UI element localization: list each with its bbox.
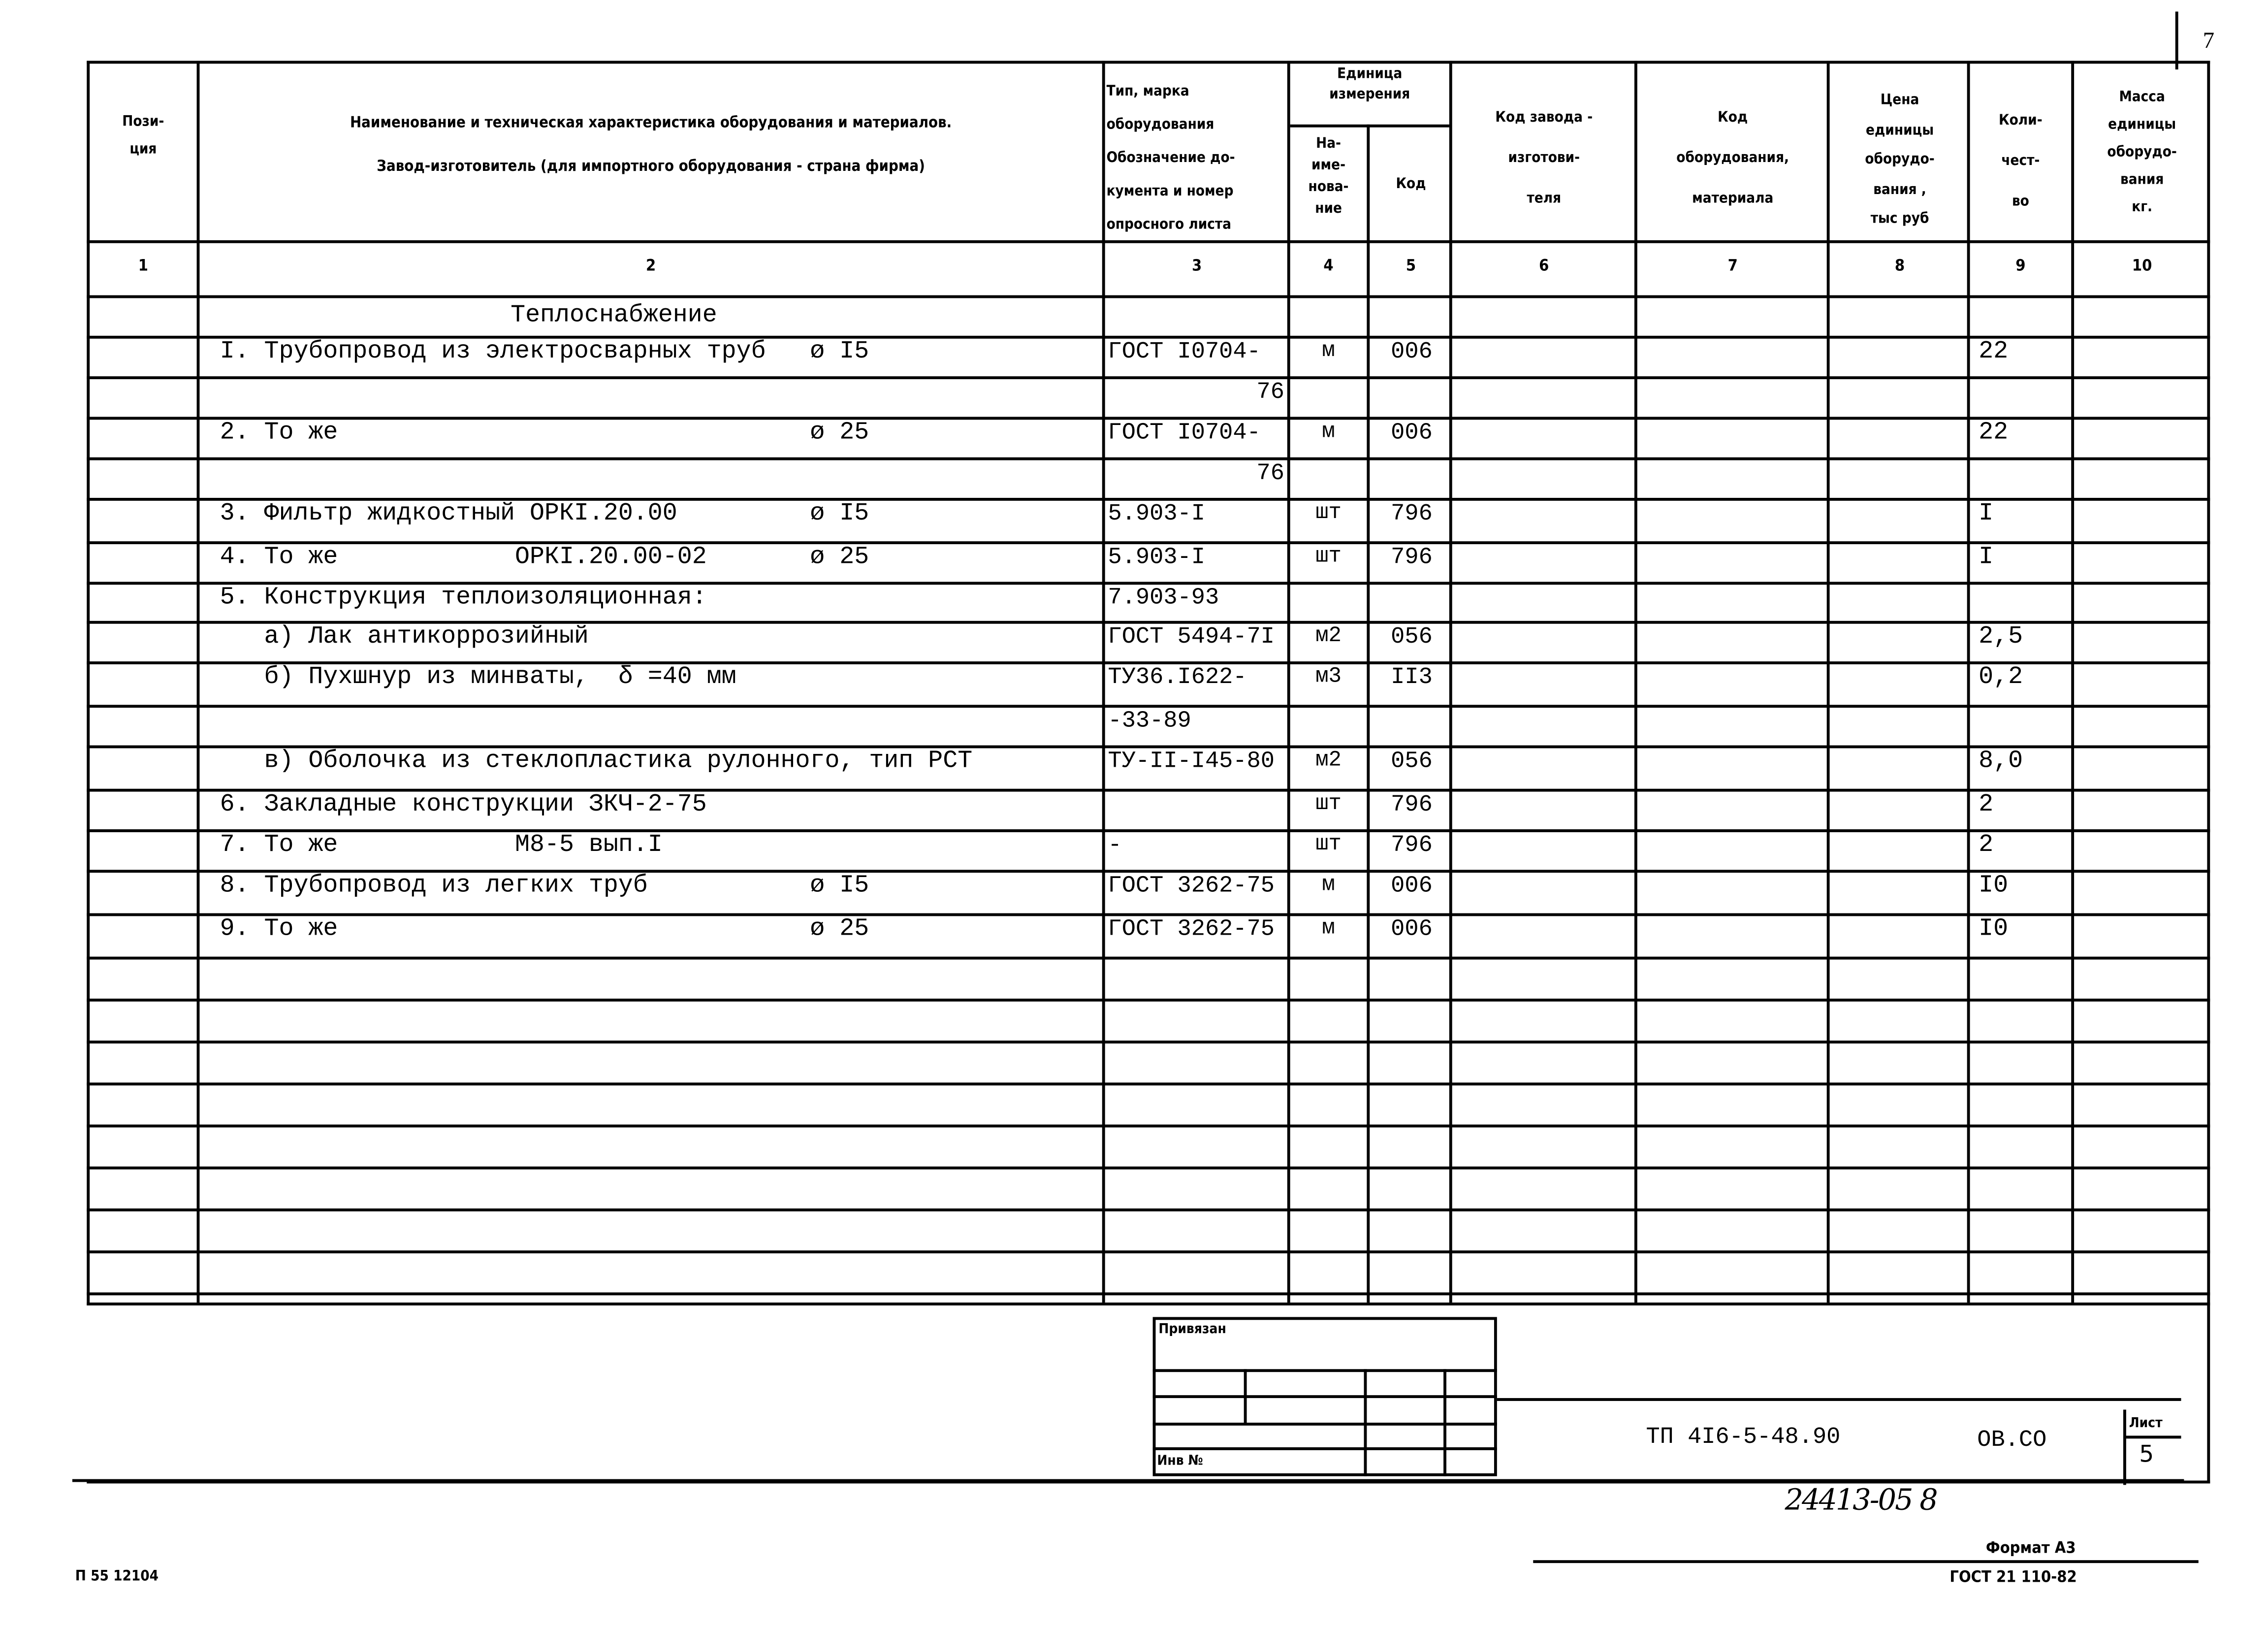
cell-qty: 2 bbox=[1979, 832, 1994, 860]
cell-code: 796 bbox=[1391, 791, 1433, 818]
column-number-6: 6 bbox=[1539, 256, 1549, 275]
cell-qty: I bbox=[1979, 544, 1994, 572]
cell-unit: м3 bbox=[1315, 664, 1342, 689]
cell-unit: м bbox=[1322, 916, 1335, 941]
row-divider bbox=[87, 376, 2210, 378]
header-equipment-code: Код оборудования, материала bbox=[1676, 110, 1789, 207]
handwritten-inventory-number: 24413-05 8 bbox=[1785, 1482, 1937, 1517]
row-divider bbox=[87, 1041, 2210, 1042]
cell-unit: м bbox=[1322, 873, 1335, 898]
cell-name: 8. Трубопровод из легких труб bbox=[220, 873, 648, 901]
sheet-box-line bbox=[2123, 1410, 2125, 1485]
table-row bbox=[0, 457, 2268, 498]
row-divider bbox=[87, 457, 2210, 459]
row-divider bbox=[87, 705, 2210, 707]
table-bottom-line bbox=[87, 1302, 2210, 1305]
table-row bbox=[0, 913, 2268, 957]
cell-qty: I0 bbox=[1979, 873, 2009, 901]
column-number-4: 4 bbox=[1323, 256, 1334, 275]
row-divider bbox=[87, 957, 2210, 959]
cell-doc: 5.903-I bbox=[1108, 500, 1205, 527]
cell-code: 796 bbox=[1391, 500, 1433, 527]
row-divider bbox=[87, 999, 2210, 1001]
cell-dia: ø 25 bbox=[810, 420, 869, 448]
header-quantity: Коли- чест- во bbox=[1999, 113, 2043, 210]
cell-unit: шт bbox=[1315, 832, 1342, 857]
cell-code: 006 bbox=[1391, 420, 1433, 446]
cell-doc: 5.903-I bbox=[1108, 544, 1205, 570]
header-unit-name: На- име- нова- ние bbox=[1308, 136, 1349, 217]
cell-name: 9. То же bbox=[220, 916, 338, 944]
cell-unit: м2 bbox=[1315, 748, 1342, 773]
table-row bbox=[0, 336, 2268, 376]
number-row-divider bbox=[87, 295, 2210, 298]
cell-dia: ø I5 bbox=[810, 338, 869, 366]
cell-qty: 8,0 bbox=[1979, 748, 2023, 776]
cell-qty: I bbox=[1979, 500, 1994, 528]
cell-name: 5. Конструкция теплоизоляционная: bbox=[220, 585, 707, 613]
table-row bbox=[0, 746, 2268, 789]
cell-unit: м2 bbox=[1315, 623, 1342, 649]
cell-code: 006 bbox=[1391, 873, 1433, 899]
cell-unit: м bbox=[1322, 338, 1335, 363]
stamp-vline-1 bbox=[1244, 1369, 1246, 1423]
cell-unit: шт bbox=[1315, 500, 1342, 525]
row-divider bbox=[87, 661, 2210, 663]
cell-code: 056 bbox=[1391, 623, 1433, 650]
cell-doc: - bbox=[1108, 832, 1122, 858]
format-label: Формат А3 bbox=[1985, 1538, 2076, 1558]
row-divider bbox=[87, 746, 2210, 748]
column-number-10: 10 bbox=[2132, 256, 2152, 275]
row-divider bbox=[87, 1125, 2210, 1127]
cell-qty: 0,2 bbox=[1979, 664, 2023, 692]
sheet-label: Лист bbox=[2129, 1415, 2163, 1432]
section-code: ОВ.СО bbox=[1977, 1427, 2047, 1453]
sheet-number: 5 bbox=[2139, 1440, 2154, 1468]
gost-label: ГОСТ 21 110-82 bbox=[1949, 1567, 2077, 1587]
table-row bbox=[0, 376, 2268, 417]
cell-doc: ГОСТ I0704- bbox=[1108, 338, 1261, 365]
cell-code: II3 bbox=[1391, 664, 1433, 690]
stamp-vline-2 bbox=[1364, 1369, 1366, 1476]
table-row bbox=[0, 498, 2268, 541]
header-unit-group: Единица измерения bbox=[1329, 66, 1410, 103]
cell-code: 056 bbox=[1391, 748, 1433, 775]
column-number-2: 2 bbox=[645, 256, 656, 275]
cell-doc: 76 bbox=[1256, 379, 1284, 405]
row-divider bbox=[87, 789, 2210, 791]
column-number-5: 5 bbox=[1406, 256, 1416, 275]
table-row bbox=[0, 582, 2268, 620]
cell-qty: 2,5 bbox=[1979, 623, 2023, 651]
row-divider bbox=[87, 1293, 2210, 1295]
cell-doc: -33-89 bbox=[1108, 708, 1191, 734]
table-row bbox=[0, 661, 2268, 705]
row-divider bbox=[87, 870, 2210, 872]
title-block-top bbox=[1497, 1398, 2181, 1401]
cell-qty: I0 bbox=[1979, 916, 2009, 944]
table-row bbox=[0, 705, 2268, 745]
row-divider bbox=[87, 417, 2210, 419]
row-divider bbox=[87, 1167, 2210, 1169]
cell-qty: 22 bbox=[1979, 420, 2009, 448]
cell-unit: шт bbox=[1315, 544, 1342, 569]
cell-dia: ø I5 bbox=[810, 873, 869, 901]
cell-name: в) Оболочка из стеклопластика рулонного, тип РСТ bbox=[220, 748, 973, 776]
cell-doc: ГОСТ I0704- bbox=[1108, 420, 1261, 446]
table-row bbox=[0, 621, 2268, 661]
row-divider bbox=[87, 621, 2210, 623]
table-row bbox=[0, 789, 2268, 829]
table-row bbox=[0, 417, 2268, 457]
cell-doc: 7.903-93 bbox=[1108, 585, 1219, 611]
cell-unit: шт bbox=[1315, 791, 1342, 816]
row-divider bbox=[87, 829, 2210, 831]
cell-doc: ТУ-II-I45-80 bbox=[1108, 748, 1275, 775]
header-type-doc: Тип, марка оборудования Обозначение до- кумента и номер опросного листа bbox=[1106, 84, 1235, 233]
cell-doc: ГОСТ 5494-7I bbox=[1108, 623, 1275, 650]
cell-code: 006 bbox=[1391, 338, 1433, 365]
cell-dia: ø 25 bbox=[810, 916, 869, 944]
print-code: П 55 12104 bbox=[75, 1568, 159, 1585]
footer-line bbox=[1533, 1560, 2198, 1562]
cell-code: 796 bbox=[1391, 832, 1433, 858]
cell-name: 3. Фильтр жидкостный ОРКI.20.00 bbox=[220, 500, 677, 528]
column-number-3: 3 bbox=[1192, 256, 1202, 275]
header-position: Пози- ция bbox=[122, 114, 164, 158]
cell-doc: ГОСТ 3262-75 bbox=[1108, 916, 1275, 943]
section-title: Теплоснабжение bbox=[511, 302, 717, 330]
row-divider bbox=[87, 1208, 2210, 1210]
cell-name: 4. То же ОРКI.20.00-02 bbox=[220, 544, 707, 572]
header-unit-code: Код bbox=[1396, 176, 1426, 193]
cell-name: а) Лак антикоррозийный bbox=[220, 623, 589, 651]
cell-name: 7. То же М8-5 вып.I bbox=[220, 832, 663, 860]
document-code: ТП 4I6-5-48.90 bbox=[1646, 1424, 1841, 1450]
privyazan-label: Привязан bbox=[1158, 1321, 1226, 1337]
row-divider bbox=[87, 913, 2210, 915]
stamp-vline-3 bbox=[1443, 1369, 1445, 1476]
row-divider bbox=[87, 541, 2210, 543]
cell-dia: ø 25 bbox=[810, 544, 869, 572]
table-row bbox=[0, 541, 2268, 582]
cell-doc: 76 bbox=[1256, 460, 1284, 487]
row-divider bbox=[87, 1250, 2210, 1252]
column-number-1: 1 bbox=[138, 256, 148, 275]
page-corner-number: 7 bbox=[2203, 29, 2215, 54]
column-number-9: 9 bbox=[2015, 256, 2026, 275]
inv-no-label: Инв № bbox=[1157, 1453, 1203, 1469]
cell-doc: ГОСТ 3262-75 bbox=[1108, 873, 1275, 899]
header-unit-mass: Масса единицы оборудо- вания кг. bbox=[2107, 90, 2177, 216]
row-divider bbox=[87, 582, 2210, 584]
table-row bbox=[0, 870, 2268, 913]
cell-qty: 22 bbox=[1979, 338, 2009, 366]
header-factory-code: Код завода - изготови- теля bbox=[1495, 110, 1593, 207]
column-number-8: 8 bbox=[1894, 256, 1905, 275]
row-divider bbox=[87, 336, 2210, 338]
cell-dia: ø I5 bbox=[810, 500, 869, 528]
column-number-7: 7 bbox=[1727, 256, 1738, 275]
cell-doc: ТУ36.I622- bbox=[1108, 664, 1247, 690]
cell-code: 796 bbox=[1391, 544, 1433, 570]
cell-unit: м bbox=[1322, 420, 1335, 445]
row-divider bbox=[87, 1082, 2210, 1084]
header-divider bbox=[87, 240, 2210, 243]
cell-name: 6. Закладные конструкции ЗКЧ-2-75 bbox=[220, 791, 707, 819]
header-name: Наименование и техническая характеристика оборудования и материалов. Завод-изготовитель (для импортного оборудования - страна фирма) bbox=[350, 114, 952, 176]
cell-name: I. Трубопровод из электросварных труб bbox=[220, 338, 766, 366]
header-unit-price: Цена единицы оборудо- вания , тыс руб bbox=[1865, 93, 1935, 228]
table-row bbox=[0, 829, 2268, 870]
cell-name: 2. То же bbox=[220, 420, 338, 448]
cell-name: б) Пухшнур из минваты, δ =40 мм bbox=[220, 664, 736, 692]
cell-code: 006 bbox=[1391, 916, 1433, 943]
cell-qty: 2 bbox=[1979, 791, 1994, 819]
row-divider bbox=[87, 498, 2210, 500]
